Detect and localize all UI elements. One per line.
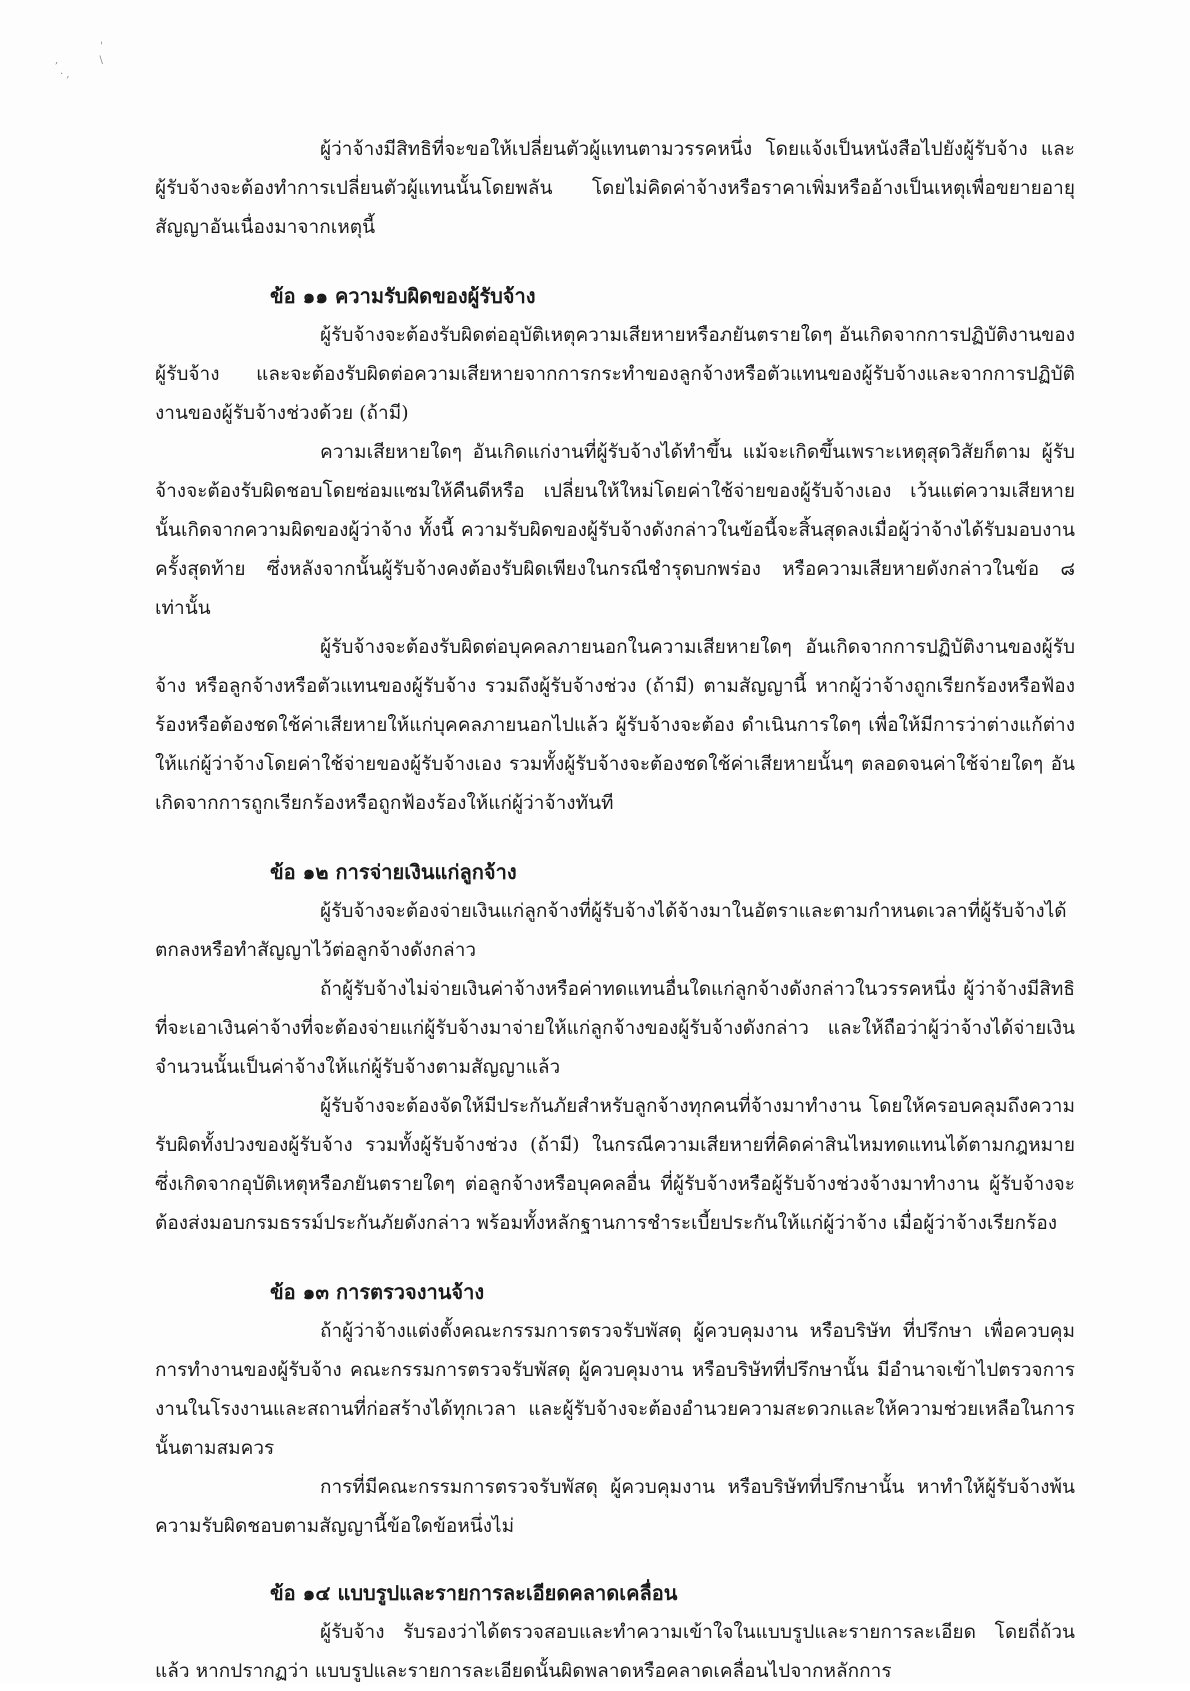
clause-11-paragraph-3: ผู้รับจ้างจะต้องรับผิดต่อบุคคลภายนอกในความเสียหายใดๆ อันเกิดจากการปฏิบัติงานของผู้รับจ้าง หรือลูกจ้างหรือตัวแทนของผู้รับจ้าง รวมถึงผู้รับจ้างช่วง (ถ้ามี) ตามสัญญานี้ หากผู้ว่าจ้างถูกเรียกร้องหรือฟ้องร้องหรือต้องชดใช้ค่าเสียหายให้แก่บุคคลภายนอกไปแล้ว ผู้รับจ้างจะต้อง ดำเนินการใดๆ เพื่อให้มีการว่าต่างแก้ต่างให้แก่ผู้ว่าจ้างโดยค่าใช้จ่ายของผู้รับจ้างเอง รวมทั้งผู้รับจ้างจะต้องชดใช้ค่าเสียหายนั้นๆ ตลอดจนค่าใช้จ่ายใดๆ อันเกิดจากการถูกเรียกร้องหรือถูกฟ้องร้องให้แก่ผู้ว่าจ้างทันที [155, 636, 1076, 814]
clause-13-paragraph-1: ถ้าผู้ว่าจ้างแต่งตั้งคณะกรรมการตรวจรับพัสดุ ผู้ควบคุมงาน หรือบริษัท ที่ปรึกษา เพื่อควบคุมการทำงานของผู้รับจ้าง คณะกรรมการตรวจรับพัสดุ ผู้ควบคุมงาน หรือบริษัทที่ปรึกษานั้น มีอำนาจเข้าไปตรวจการงานในโรงงานและสถานที่ก่อสร้างได้ทุกเวลา และผู้รับจ้างจะต้องอำนวยความสะดวกและให้ความช่วยเหลือในการนั้นตามสมควร [155, 1320, 1075, 1459]
clause-14-heading: ข้อ ๑๔ แบบรูปและรายการละเอียดคลาดเคลื่อน [270, 1581, 678, 1605]
clause-12-paragraph-3: ผู้รับจ้างจะต้องจัดให้มีประกันภัยสำหรับลูกจ้างทุกคนที่จ้างมาทำงาน โดยให้ครอบคลุมถึงความรับผิดทั้งปวงของผู้รับจ้าง รวมทั้งผู้รับจ้างช่วง (ถ้ามี) ในกรณีความเสียหายที่คิดค่าสินไหมทดแทนได้ตามกฎหมาย ซึ่งเกิดจากอุบัติเหตุหรือภยันตรายใดๆ ต่อลูกจ้างหรือบุคคลอื่น ที่ผู้รับจ้างหรือผู้รับจ้างช่วงจ้างมาทำงาน ผู้รับจ้างจะต้องส่งมอบกรมธรรม์ประกันภัยดังกล่าว พร้อมทั้งหลักฐานการชำระเบี้ยประกันให้แก่ผู้ว่าจ้าง เมื่อผู้ว่าจ้างเรียกร้อง [155, 1095, 1075, 1234]
clause-13-heading: ข้อ ๑๓ การตรวจงานจ้าง [270, 1280, 485, 1304]
clause-13-paragraph-2: การที่มีคณะกรรมการตรวจรับพัสดุ ผู้ควบคุมงาน หรือบริษัทที่ปรึกษานั้น หาทำให้ผู้รับจ้างพ้นความรับผิดชอบตามสัญญานี้ข้อใดข้อหนึ่งไม่ [155, 1476, 1075, 1537]
clause-12-paragraph-1: ผู้รับจ้างจะต้องจ่ายเงินแก่ลูกจ้างที่ผู้รับจ้างได้จ้างมาในอัตราและตามกำหนดเวลาที่ผู้รับจ้างได้ตกลงหรือทำสัญญาไว้ต่อลูกจ้างดังกล่าว [155, 900, 1067, 961]
document-body [155, 130, 1075, 1691]
clause-11-paragraph-1: ผู้รับจ้างจะต้องรับผิดต่ออุบัติเหตุความเสียหายหรือภยันตรายใดๆ อันเกิดจากการปฏิบัติงานของผู้รับจ้าง และจะต้องรับผิดต่อความเสียหายจากการกระทำของลูกจ้างหรือตัวแทนของผู้รับจ้างและจากการปฏิบัติงานของผู้รับจ้างช่วงด้วย (ถ้ามี) [155, 324, 1075, 424]
clause-14-paragraph-1: ผู้รับจ้าง รับรองว่าได้ตรวจสอบและทำความเข้าใจในแบบรูปและรายการละเอียด โดยถี่ถ้วนแล้ว หากปรากฏว่า แบบรูปและรายการละเอียดนั้นผิดพลาดหรือคลาดเคลื่อนไปจากหลักการ [155, 1621, 1075, 1682]
clause-12-heading: ข้อ ๑๒ การจ่ายเงินแก่ลูกจ้าง [270, 860, 517, 884]
clause-11-paragraph-2: ความเสียหายใดๆ อันเกิดแก่งานที่ผู้รับจ้างได้ทำขึ้น แม้จะเกิดขึ้นเพราะเหตุสุดวิสัยก็ตาม ผู้รับจ้างจะต้องรับผิดชอบโดยซ่อมแซมให้คืนดีหรือ เปลี่ยนให้ใหม่โดยค่าใช้จ่ายของผู้รับจ้างเอง เว้นแต่ความเสียหายนั้นเกิดจากความผิดของผู้ว่าจ้าง ทั้งนี้ ความรับผิดของผู้รับจ้างดังกล่าวในข้อนี้จะสิ้นสุดลงเมื่อผู้ว่าจ้างได้รับมอบงานครั้งสุดท้าย ซึ่งหลังจากนั้นผู้รับจ้างคงต้องรับผิดเพียงในกรณีชำรุดบกพร่อง หรือความเสียหายดังกล่าวในข้อ ๘ เท่านั้น [155, 441, 1075, 619]
paragraph-representative-change: ผู้ว่าจ้างมีสิทธิที่จะขอให้เปลี่ยนตัวผู้แทนตามวรรคหนึ่ง โดยแจ้งเป็นหนังสือไปยังผู้รับจ้าง และผู้รับจ้างจะต้องทำการเปลี่ยนตัวผู้แทนนั้นโดยพลัน โดยไม่คิดค่าจ้างหรือราคาเพิ่มหรืออ้างเป็นเหตุเพื่อขยายอายุสัญญาอันเนื่องมาจากเหตุนี้ [155, 138, 1075, 238]
scan-marks: ' , \ · , [55, 41, 103, 80]
clause-12-paragraph-2: ถ้าผู้รับจ้างไม่จ่ายเงินค่าจ้างหรือค่าทดแทนอื่นใดแก่ลูกจ้างดังกล่าวในวรรคหนึ่ง ผู้ว่าจ้างมีสิทธิที่จะเอาเงินค่าจ้างที่จะต้องจ่ายแก่ผู้รับจ้างมาจ่ายให้แก่ลูกจ้างของผู้รับจ้างดังกล่าว และให้ถือว่าผู้ว่าจ้างได้จ่ายเงินจำนวนนั้นเป็นค่าจ้างให้แก่ผู้รับจ้างตามสัญญาแล้ว [155, 978, 1075, 1078]
clause-11-heading: ข้อ ๑๑ ความรับผิดของผู้รับจ้าง [270, 284, 536, 308]
